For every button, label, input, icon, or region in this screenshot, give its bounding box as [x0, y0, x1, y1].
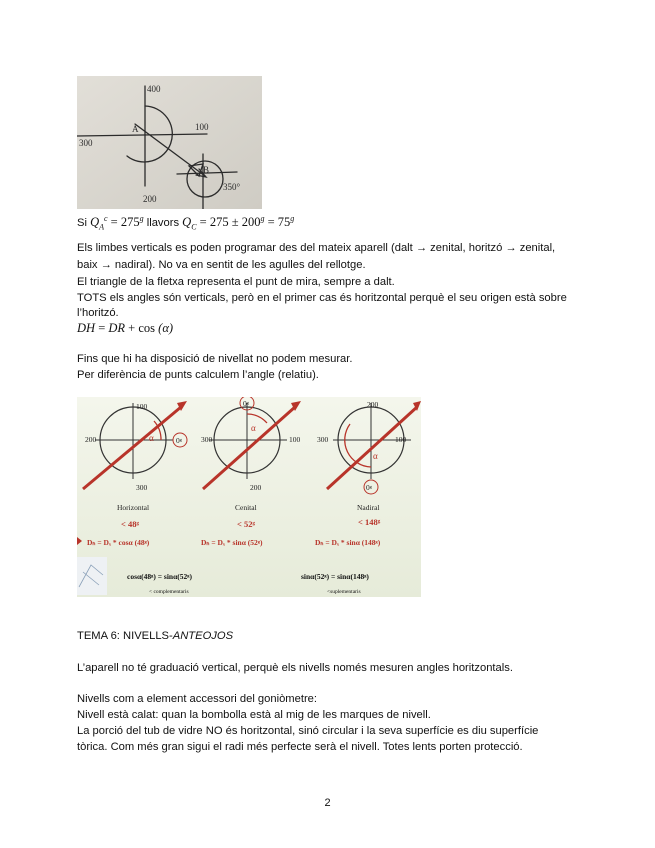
- equation-si: Si: [77, 217, 87, 230]
- sketch-photo: [77, 76, 262, 209]
- d3-formula: Dₕ = Dₓ * sinα (148ᵍ): [315, 538, 381, 547]
- d2-formula: Dₕ = Dₓ * sinα (52ᵍ): [201, 538, 263, 547]
- d3-angle: < 148ᵍ: [358, 517, 381, 527]
- d2-label-left: 300: [201, 435, 213, 444]
- sketch-label-100: 100: [195, 122, 209, 132]
- sketch-label-300: 300: [79, 138, 93, 148]
- d3-label-bottom: 0ᵍ: [366, 483, 373, 492]
- para3: L’aparell no té graduació vertical, perquè els nivells només mesuren angles horitzontals.: [77, 662, 513, 674]
- sketch-label-200: 200: [143, 194, 157, 204]
- para2-line2: Per diferència de punts calculem l’angle (relatiu).: [77, 369, 319, 381]
- d1-name: Horizontal: [117, 503, 150, 512]
- d2-label-right: 100: [289, 435, 301, 444]
- para1-line1: Els limbes verticals es poden programar des del mateix aparell (dalt → zenital, horitzó → zenital,: [77, 242, 556, 254]
- para4-line3: La porció del tub de vidre NO és horitzontal, sinó circular i la seva superfície es diu superfície: [77, 725, 539, 737]
- d2-label-bottom: 200: [250, 483, 262, 492]
- d3-label-right: 100: [395, 435, 407, 444]
- page-number: 2: [324, 797, 331, 809]
- d2-name: Cenital: [235, 503, 257, 512]
- sketch-label-350: 350°: [223, 182, 241, 192]
- d1-alpha: α: [149, 433, 154, 443]
- equation-line: [77, 212, 294, 235]
- d2-label-top: 0ᵍ: [243, 399, 250, 408]
- d3-label-top: 200: [367, 400, 379, 409]
- d3-name: Nadiral: [357, 503, 380, 512]
- para1-line4: TOTS els angles són verticals, però en el primer cas és horitzontal perquè el seu origen està sobre: [77, 292, 567, 304]
- d1-label-top: 100: [136, 402, 148, 411]
- d3-alpha: α: [373, 451, 378, 461]
- para4-line1: Nivells com a element accessori del goniòmetre:: [77, 693, 318, 705]
- note-suplementaris: <suplementaris: [327, 589, 361, 595]
- sketch-drawing: [77, 76, 262, 209]
- para1-line3: El triangle de la fletxa representa el punt de mira, sempre a dalt.: [77, 276, 395, 288]
- sketch-label-b: B: [203, 165, 210, 175]
- equation-q-a: $Q_A^c = 275^g$: [90, 214, 144, 232]
- para4-line2: Nivell està calat: quan la bombolla està al mig de les marques de nivell.: [77, 709, 431, 721]
- para4-line4: tòrica. Com més gran sigui el radi més perfecte serà el nivell. Totes lents porten protecció.: [77, 741, 523, 753]
- note-complementaris: < complementaris: [149, 589, 189, 595]
- sketch-label-400: 400: [147, 84, 161, 94]
- d2-angle: < 52ᵍ: [237, 519, 255, 529]
- equation-llavors: llavors: [146, 217, 180, 230]
- d1-label-mark: 0ᵍ: [176, 436, 183, 445]
- relation-supplementary: sinα(52ᵍ) = sinα(148ᵍ): [301, 572, 369, 581]
- para1-line5: l’horitzó.: [77, 307, 119, 319]
- d1-label-left: 200: [85, 435, 97, 444]
- para2-line1: Fins que hi ha disposició de nivellat no podem mesurar.: [77, 353, 353, 365]
- inset-thumbnail: [77, 557, 107, 595]
- equation-q-c: $Q_C = 275 \pm 200^g = 75^g$: [182, 214, 295, 232]
- para1-line2: baix → nadiral). No va en sentit de les agulles del rellotge.: [77, 259, 366, 271]
- d2-alpha: α: [251, 423, 256, 433]
- relation-complementary: cosα(48ᵍ) = sinα(52ᵍ): [127, 572, 192, 581]
- d1-angle: < 48ᵍ: [121, 519, 139, 529]
- equation-dh: DH = DR + cos (α): [77, 321, 174, 335]
- d1-formula: Dₕ = Dₓ * cosα (48ᵍ): [87, 538, 150, 547]
- limb-diagrams-svg: [77, 397, 421, 597]
- sketch-label-a: A: [132, 124, 139, 134]
- d3-label-left: 300: [317, 435, 329, 444]
- d1-label-bottom: 300: [136, 483, 148, 492]
- section-heading: TEMA 6: NIVELLS-ANTEOJOS: [77, 630, 234, 642]
- limb-diagrams-figure: [77, 397, 421, 597]
